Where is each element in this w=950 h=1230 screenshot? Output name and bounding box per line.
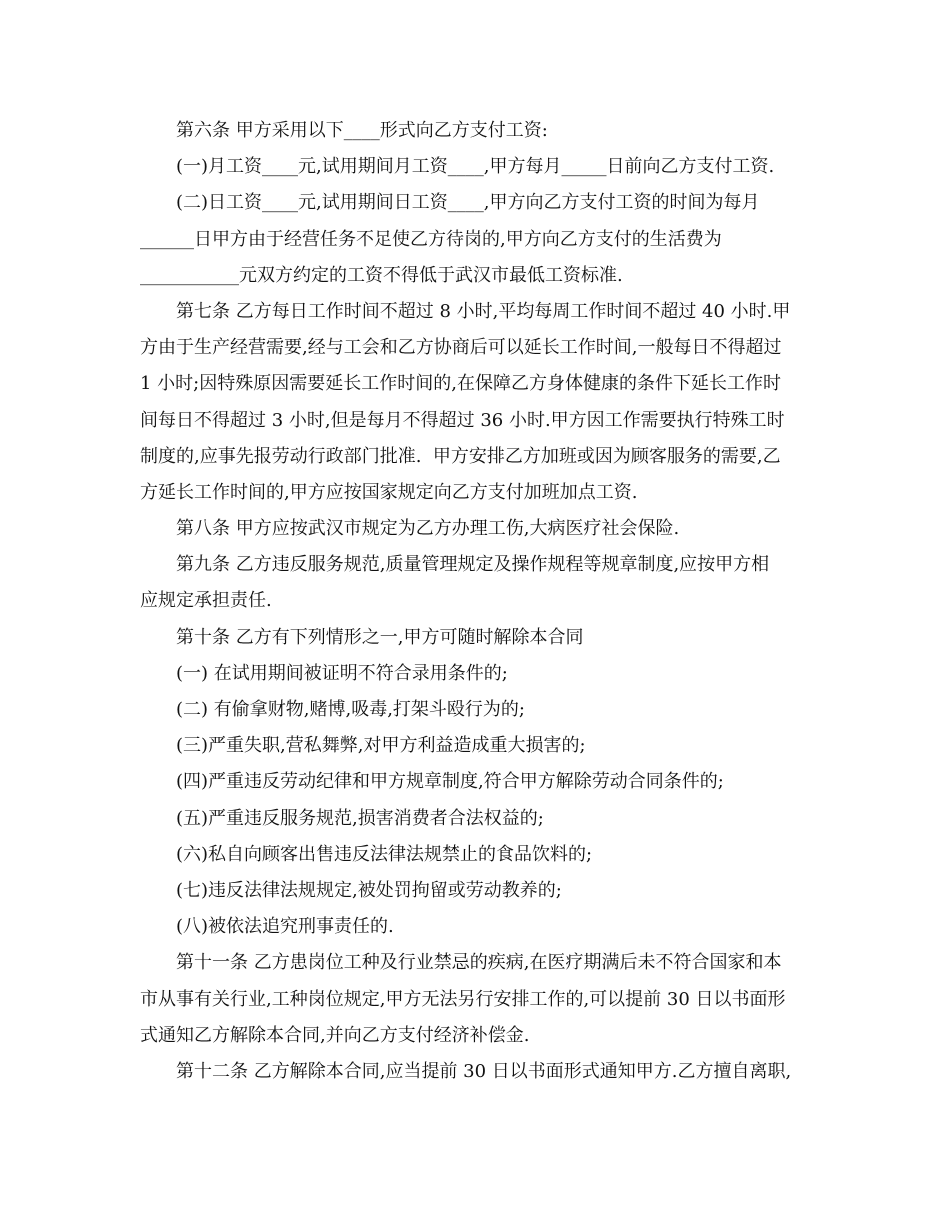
article-6-item-2-cont-1: ______日甲方由于经营任务不足使乙方待岗的,甲方向乙方支付的生活费为 [140, 228, 722, 250]
article-10-item-2: (二) 有偷拿财物,赌博,吸毒,打架斗殴行为的; [176, 699, 525, 720]
article-7-line-5: 制度的,应事先报劳动行政部门批准. 甲方安排乙方加班或因为顾客服务的需要,乙 [140, 445, 781, 467]
article-6-item-2-cont-2: ___________元双方约定的工资不得低于武汉市最低工资标准. [140, 264, 623, 286]
article-10-item-7: (七)违反法律法规规定,被处罚拘留或劳动教养的; [176, 879, 562, 901]
article-8: 第八条 甲方应按武汉市规定为乙方办理工伤,大病医疗社会保险. [176, 518, 680, 540]
article-6-item-1: (一)月工资____元,试用期间月工资____,甲方每月_____日前向乙方支付工资. [176, 156, 775, 178]
article-7-line-6: 方延长工作时间的,甲方应按国家规定向乙方支付加班加点工资. [140, 481, 638, 503]
article-10-item-1: (一) 在试用期间被证明不符合录用条件的; [176, 662, 508, 684]
article-7-line-3: 1 小时;因特殊原因需要延长工作时间的,在保障乙方身体健康的条件下延长工作时 [140, 373, 781, 395]
article-10-item-4: (四)严重违反劳动纪律和甲方规章制度,符合甲方解除劳动合同条件的; [176, 771, 724, 793]
document-body [140, 113, 812, 1090]
article-10-heading: 第十条 乙方有下列情形之一,甲方可随时解除本合同 [176, 626, 584, 648]
article-10-item-3: (三)严重失职,营私舞弊,对甲方利益造成重大损害的; [176, 735, 586, 757]
article-10-item-5: (五)严重违反服务规范,损害消费者合法权益的; [176, 807, 544, 829]
article-7-line-1: 第七条 乙方每日工作时间不超过 8 小时,平均每周工作时间不超过 40 小时.甲 [176, 300, 791, 322]
article-6-item-2: (二)日工资____元,试用期间日工资____,甲方向乙方支付工资的时间为每月 [176, 192, 760, 214]
article-10-item-8: (八)被依法追究刑事责任的. [176, 916, 394, 938]
article-7-line-4: 间每日不得超过 3 小时,但是每月不得超过 36 小时.甲方因工作需要执行特殊工时 [140, 409, 785, 431]
article-6-heading: 第六条 甲方采用以下____形式向乙方支付工资: [176, 120, 548, 141]
article-11-line-2: 市从事有关行业,工种岗位规定,甲方无法另行安排工作的,可以提前 30 日以书面形 [140, 988, 786, 1010]
article-9-line-2: 应规定承担责任. [140, 590, 272, 612]
article-9-line-1: 第九条 乙方违反服务规范,质量管理规定及操作规程等规章制度,应按甲方相 [176, 554, 770, 576]
article-11-line-3: 式通知乙方解除本合同,并向乙方支付经济补偿金. [140, 1024, 530, 1046]
article-7-line-2: 方由于生产经营需要,经与工会和乙方协商后可以延长工作时间,一般每日不得超过 [140, 337, 782, 359]
article-11-line-1: 第十一条 乙方患岗位工种及行业禁忌的疾病,在医疗期满后未不符合国家和本 [176, 952, 782, 974]
article-12-line-1: 第十二条 乙方解除本合同,应当提前 30 日以书面形式通知甲方.乙方擅自离职, [176, 1060, 792, 1082]
article-10-item-6: (六)私自向顾客出售违反法律法规禁止的食品饮料的; [176, 843, 593, 865]
